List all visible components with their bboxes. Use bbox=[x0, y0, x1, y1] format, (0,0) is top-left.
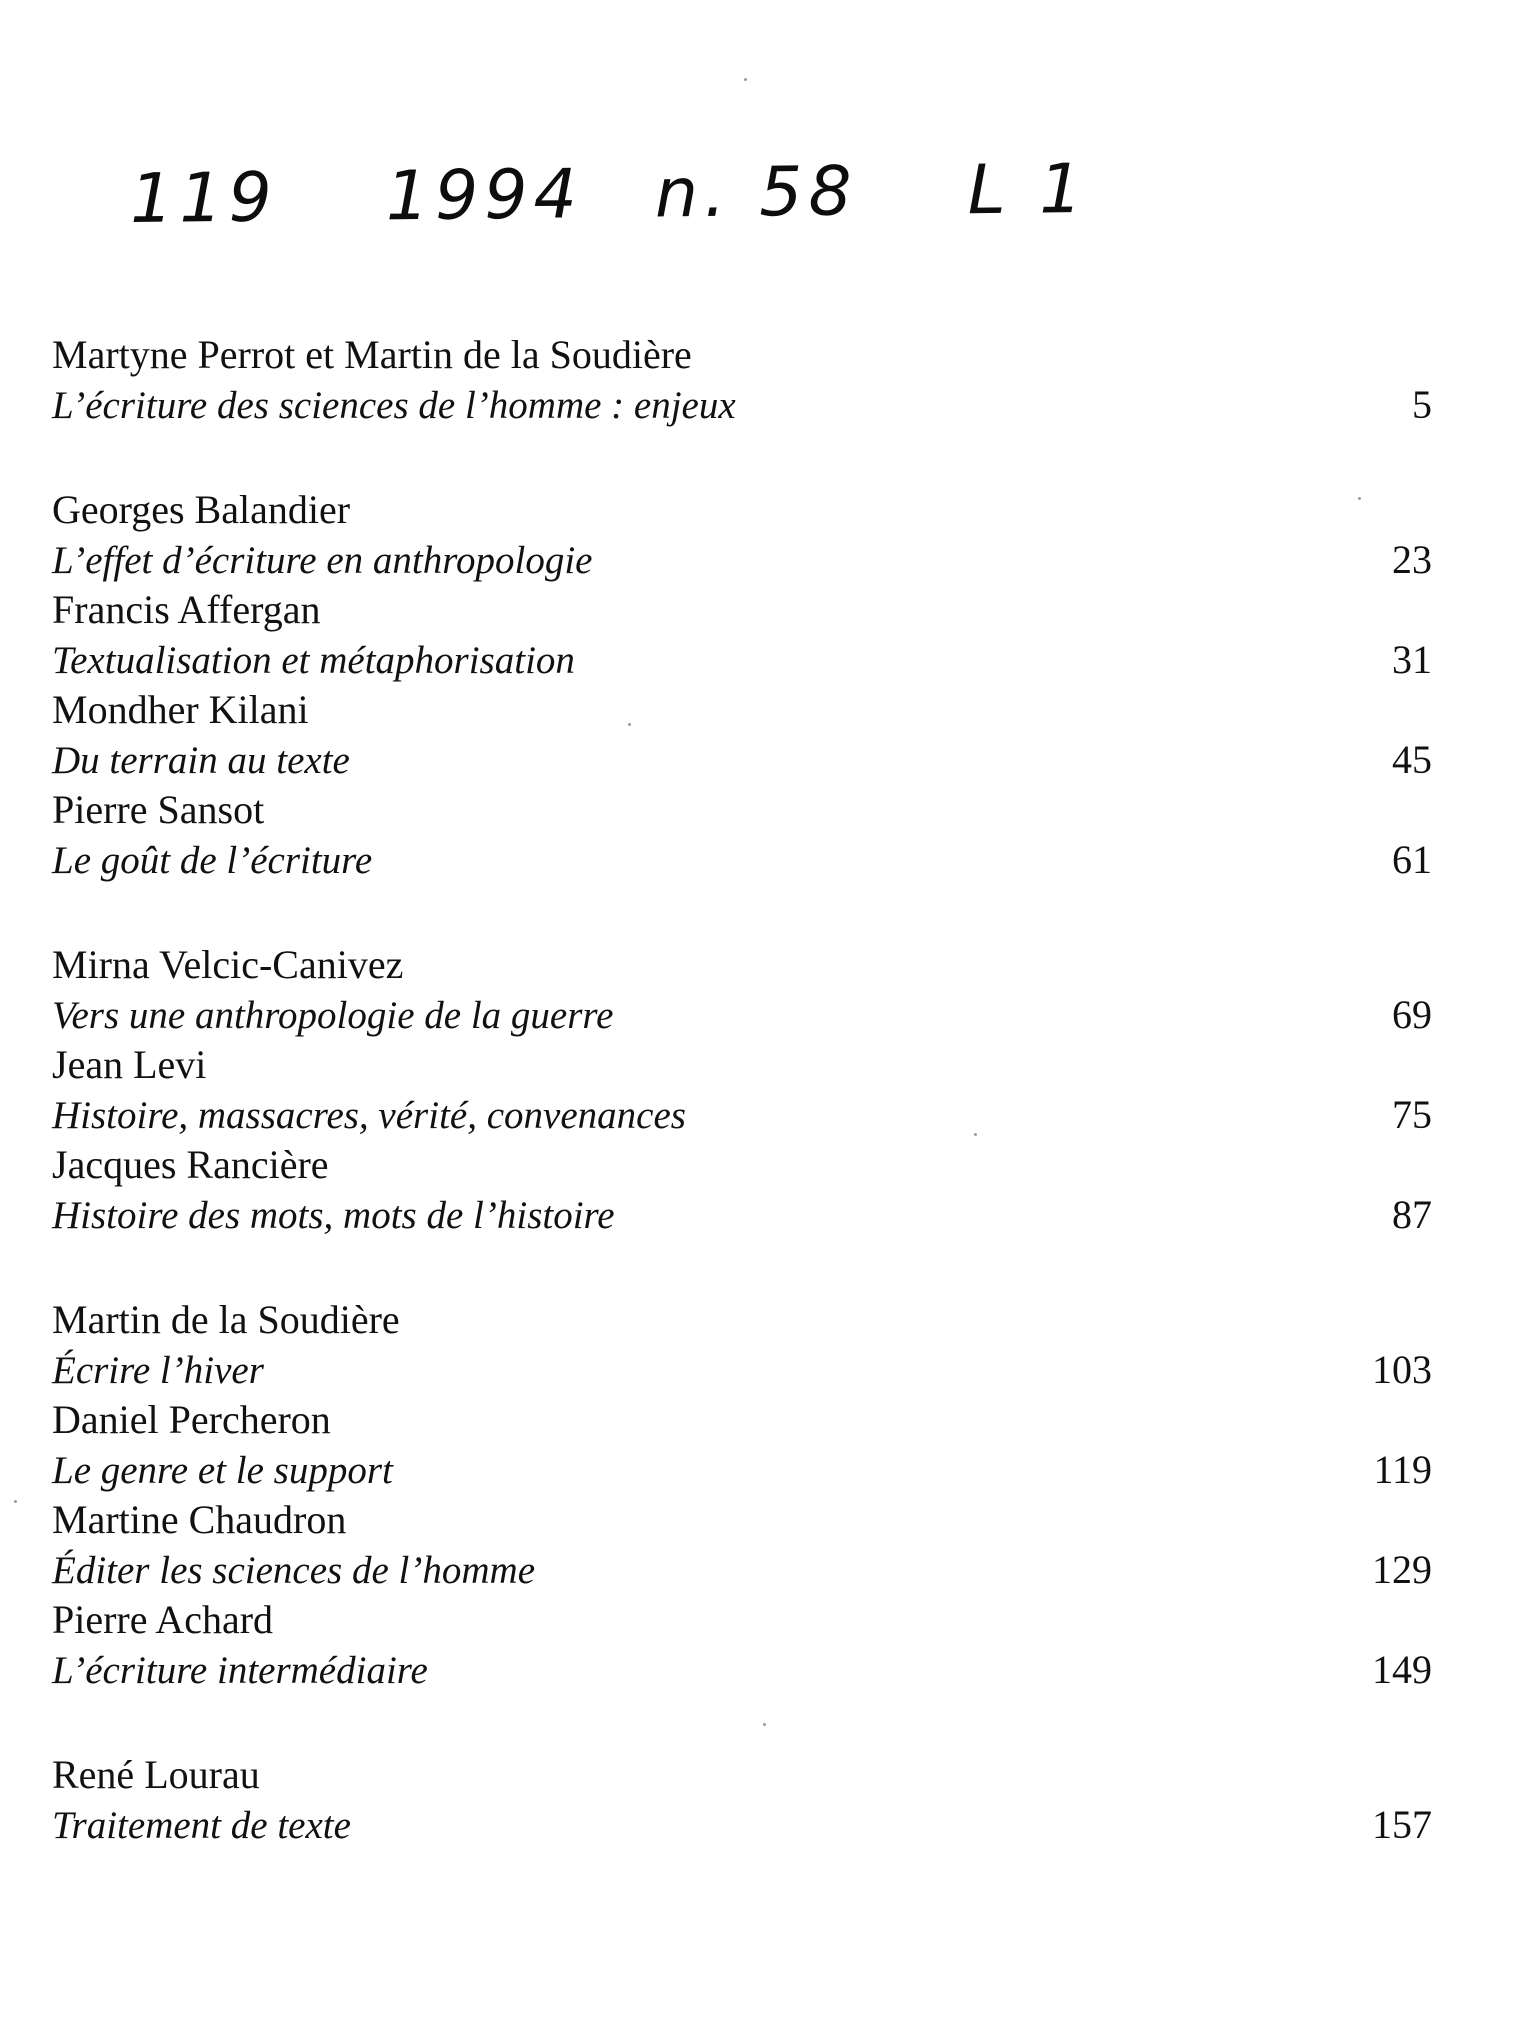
entry-title: Histoire, massacres, vérité, convenances bbox=[52, 1094, 686, 1137]
toc-entry bbox=[52, 685, 1432, 785]
toc-entry bbox=[52, 485, 1432, 585]
toc-group bbox=[52, 330, 1432, 430]
entry-page-number: 119 bbox=[1373, 1447, 1432, 1492]
entry-author: Georges Balandier bbox=[52, 487, 351, 532]
entry-title-line bbox=[52, 1090, 1432, 1140]
toc-group bbox=[52, 1750, 1432, 1850]
entry-author: Martine Chaudron bbox=[52, 1497, 347, 1542]
entry-author: Mondher Kilani bbox=[52, 687, 309, 732]
entry-title-line bbox=[52, 1800, 1432, 1850]
handwritten-shelf-mark bbox=[130, 150, 1089, 239]
entry-title-line bbox=[52, 535, 1432, 585]
entry-title: Textualisation et métaphorisation bbox=[52, 639, 575, 682]
toc-group bbox=[52, 940, 1432, 1240]
entry-title-line bbox=[52, 1545, 1432, 1595]
table-of-contents bbox=[52, 330, 1432, 1905]
entry-title: Le goût de l’écriture bbox=[52, 839, 373, 882]
entry-page-number: 129 bbox=[1372, 1547, 1432, 1592]
entry-author: René Lourau bbox=[52, 1752, 260, 1797]
entry-title-line bbox=[52, 735, 1432, 785]
toc-entry bbox=[52, 1140, 1432, 1240]
entry-title-line bbox=[52, 990, 1432, 1040]
entry-title-line bbox=[52, 1345, 1432, 1395]
entry-page-number: 157 bbox=[1372, 1802, 1432, 1847]
toc-entry bbox=[52, 330, 1432, 430]
scan-speck bbox=[974, 1133, 977, 1136]
entry-title: Du terrain au texte bbox=[52, 739, 350, 782]
entry-author: Daniel Percheron bbox=[52, 1397, 331, 1442]
entry-title: L’effet d’écriture en anthropologie bbox=[52, 539, 593, 582]
scan-speck bbox=[744, 78, 747, 81]
entry-title: Traitement de texte bbox=[52, 1804, 351, 1847]
entry-title-line bbox=[52, 635, 1432, 685]
toc-entry bbox=[52, 1040, 1432, 1140]
toc-group bbox=[52, 485, 1432, 885]
toc-entry bbox=[52, 1595, 1432, 1695]
handwritten-code: L 1 bbox=[967, 149, 1089, 231]
entry-author: Francis Affergan bbox=[52, 587, 321, 632]
entry-author: Jean Levi bbox=[52, 1042, 207, 1087]
entry-title-line bbox=[52, 380, 1432, 430]
entry-author: Martin de la Soudière bbox=[52, 1297, 400, 1342]
entry-page-number: 103 bbox=[1372, 1347, 1432, 1392]
toc-entry bbox=[52, 585, 1432, 685]
toc-entry bbox=[52, 940, 1432, 1040]
toc-entry bbox=[52, 785, 1432, 885]
scan-speck bbox=[628, 723, 631, 726]
toc-group bbox=[52, 1295, 1432, 1695]
entry-page-number: 23 bbox=[1392, 537, 1432, 582]
entry-author: Pierre Sansot bbox=[52, 787, 265, 832]
toc-entry bbox=[52, 1495, 1432, 1595]
entry-page-number: 45 bbox=[1392, 737, 1432, 782]
entry-title-line bbox=[52, 1445, 1432, 1495]
entry-title: Écrire l’hiver bbox=[52, 1349, 264, 1392]
entry-page-number: 75 bbox=[1392, 1092, 1432, 1137]
entry-page-number: 61 bbox=[1392, 837, 1432, 882]
entry-title-line bbox=[52, 1645, 1432, 1695]
entry-title: Éditer les sciences de l’homme bbox=[52, 1549, 536, 1592]
entry-title-line bbox=[52, 1190, 1432, 1240]
entry-title: L’écriture intermédiaire bbox=[52, 1649, 428, 1692]
toc-entry bbox=[52, 1295, 1432, 1395]
handwritten-issue: n. 58 bbox=[654, 152, 859, 234]
entry-page-number: 87 bbox=[1392, 1192, 1432, 1237]
toc-entry bbox=[52, 1395, 1432, 1495]
handwritten-year: 1994 bbox=[385, 155, 584, 237]
entry-title-line bbox=[52, 835, 1432, 885]
entry-title: Histoire des mots, mots de l’histoire bbox=[52, 1194, 615, 1237]
entry-author: Martyne Perrot et Martin de la Soudière bbox=[52, 332, 692, 377]
entry-page-number: 31 bbox=[1392, 637, 1432, 682]
entry-page-number: 149 bbox=[1372, 1647, 1432, 1692]
scan-speck bbox=[14, 1500, 17, 1503]
toc-entry bbox=[52, 1750, 1432, 1850]
entry-author: Jacques Rancière bbox=[52, 1142, 329, 1187]
scan-speck bbox=[1358, 497, 1361, 500]
entry-page-number: 69 bbox=[1392, 992, 1432, 1037]
entry-author: Mirna Velcic-Canivez bbox=[52, 942, 404, 987]
entry-page-number: 5 bbox=[1412, 382, 1432, 427]
entry-title: Vers une anthropologie de la guerre bbox=[52, 994, 614, 1037]
entry-author: Pierre Achard bbox=[52, 1597, 274, 1642]
entry-title: L’écriture des sciences de l’homme : enjeux bbox=[52, 384, 736, 427]
entry-title: Le genre et le support bbox=[52, 1449, 393, 1492]
scan-speck bbox=[763, 1723, 766, 1726]
handwritten-number: 119 bbox=[129, 158, 279, 239]
